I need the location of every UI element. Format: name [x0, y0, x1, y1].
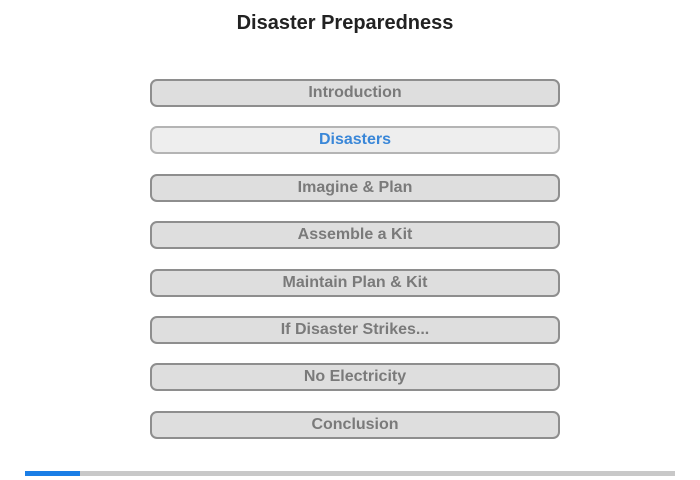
progress-bar-fill [25, 471, 80, 476]
menu-item-disasters[interactable]: Disasters [150, 126, 560, 154]
menu-item-introduction[interactable]: Introduction [150, 79, 560, 107]
menu-item-imagine-and-plan[interactable]: Imagine & Plan [150, 174, 560, 202]
menu-item-assemble-a-kit[interactable]: Assemble a Kit [150, 221, 560, 249]
menu-item-if-disaster-strikes[interactable]: If Disaster Strikes... [150, 316, 560, 344]
page-title: Disaster Preparedness [236, 12, 454, 34]
menu-item-maintain-plan-and-kit[interactable]: Maintain Plan & Kit [150, 269, 560, 297]
menu-item-no-electricity[interactable]: No Electricity [150, 363, 560, 391]
lesson-menu [150, 79, 560, 458]
menu-item-conclusion[interactable]: Conclusion [150, 411, 560, 439]
progress-bar [25, 471, 675, 476]
